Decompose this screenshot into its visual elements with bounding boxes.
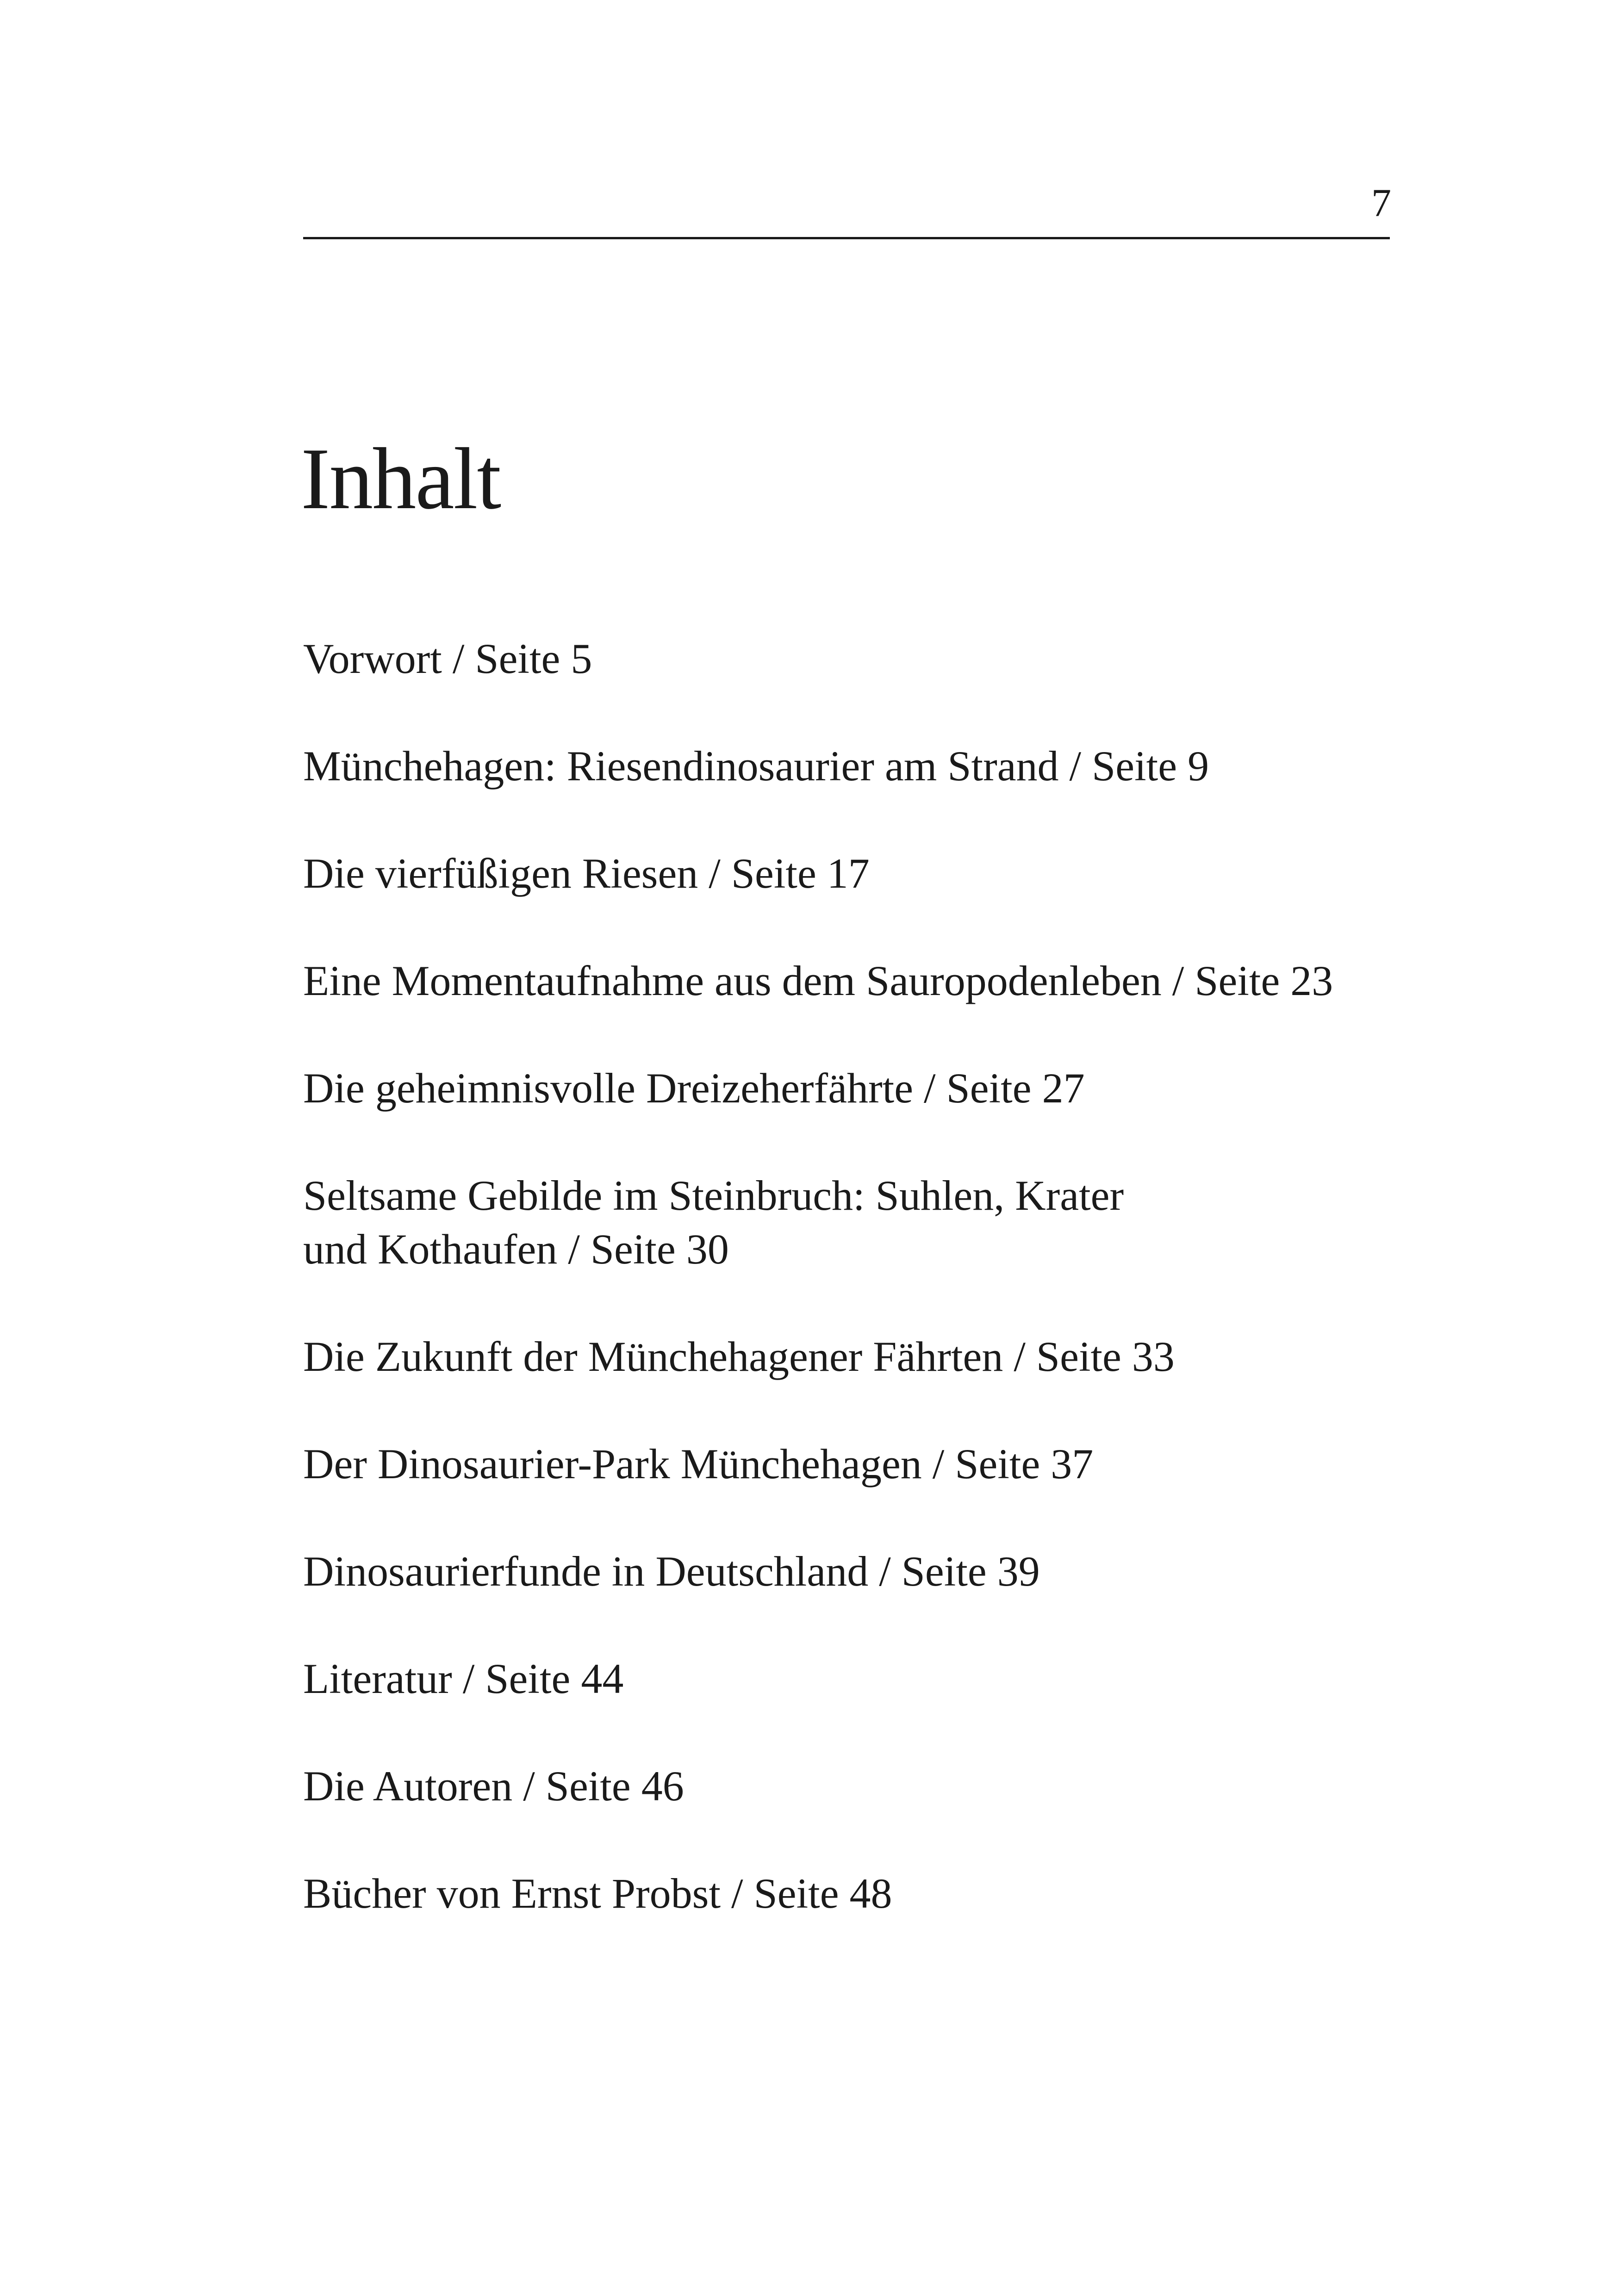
toc-entry-text: Bücher von Ernst Probst / Seite 48 — [303, 1870, 892, 1917]
toc-entry-text-line-1: Seltsame Gebilde im Steinbruch: Suhlen, Krater — [303, 1172, 1124, 1219]
toc-entry-text-line-2: und Kothaufen / Seite 30 — [303, 1226, 729, 1273]
page-title: Inhalt — [301, 430, 501, 528]
toc-entry-vierfuessige-riesen — [303, 846, 1414, 900]
toc-entry-literatur — [303, 1652, 1414, 1705]
toc-entry-text: Die vierfüßigen Riesen / Seite 17 — [303, 850, 870, 897]
toc-entry-text: Der Dinosaurier-Park Münchehagen / Seite 37 — [303, 1440, 1094, 1487]
toc-entry-vorwort — [303, 632, 1414, 685]
toc-entry-text: Dinosaurierfunde in Deutschland / Seite 39 — [303, 1548, 1040, 1595]
toc-entry-text: Die geheimnisvolle Dreizeherfährte / Seite 27 — [303, 1064, 1085, 1112]
toc-entry-text: Die Autoren / Seite 46 — [303, 1762, 684, 1810]
toc-entry-buecher — [303, 1867, 1414, 1920]
toc-entry-text: Die Zukunft der Münchehagener Fährten / Seite 33 — [303, 1333, 1175, 1380]
table-of-contents — [303, 632, 1414, 1974]
toc-entry-seltsame-gebilde — [303, 1169, 1414, 1276]
toc-entry-momentaufnahme — [303, 954, 1414, 1008]
toc-entry-text: Eine Momentaufnahme aus dem Sauropodenleben / Seite 23 — [303, 957, 1333, 1004]
toc-entry-dreizeherfaehrte — [303, 1061, 1414, 1115]
toc-entry-text: Vorwort / Seite 5 — [303, 635, 592, 682]
toc-entry-dinosaurierfunde — [303, 1544, 1414, 1598]
toc-entry-dinosaurier-park — [303, 1437, 1414, 1491]
toc-entry-autoren — [303, 1759, 1414, 1813]
toc-entry-muenchehagen-riesendinosaurier — [303, 739, 1414, 793]
header-rule — [303, 237, 1390, 239]
page-number: 7 — [1371, 180, 1391, 225]
toc-entry-zukunft-faehrten — [303, 1330, 1414, 1383]
toc-entry-text: Literatur / Seite 44 — [303, 1655, 624, 1702]
toc-entry-text: Münchehagen: Riesendinosaurier am Strand / Seite 9 — [303, 742, 1209, 790]
